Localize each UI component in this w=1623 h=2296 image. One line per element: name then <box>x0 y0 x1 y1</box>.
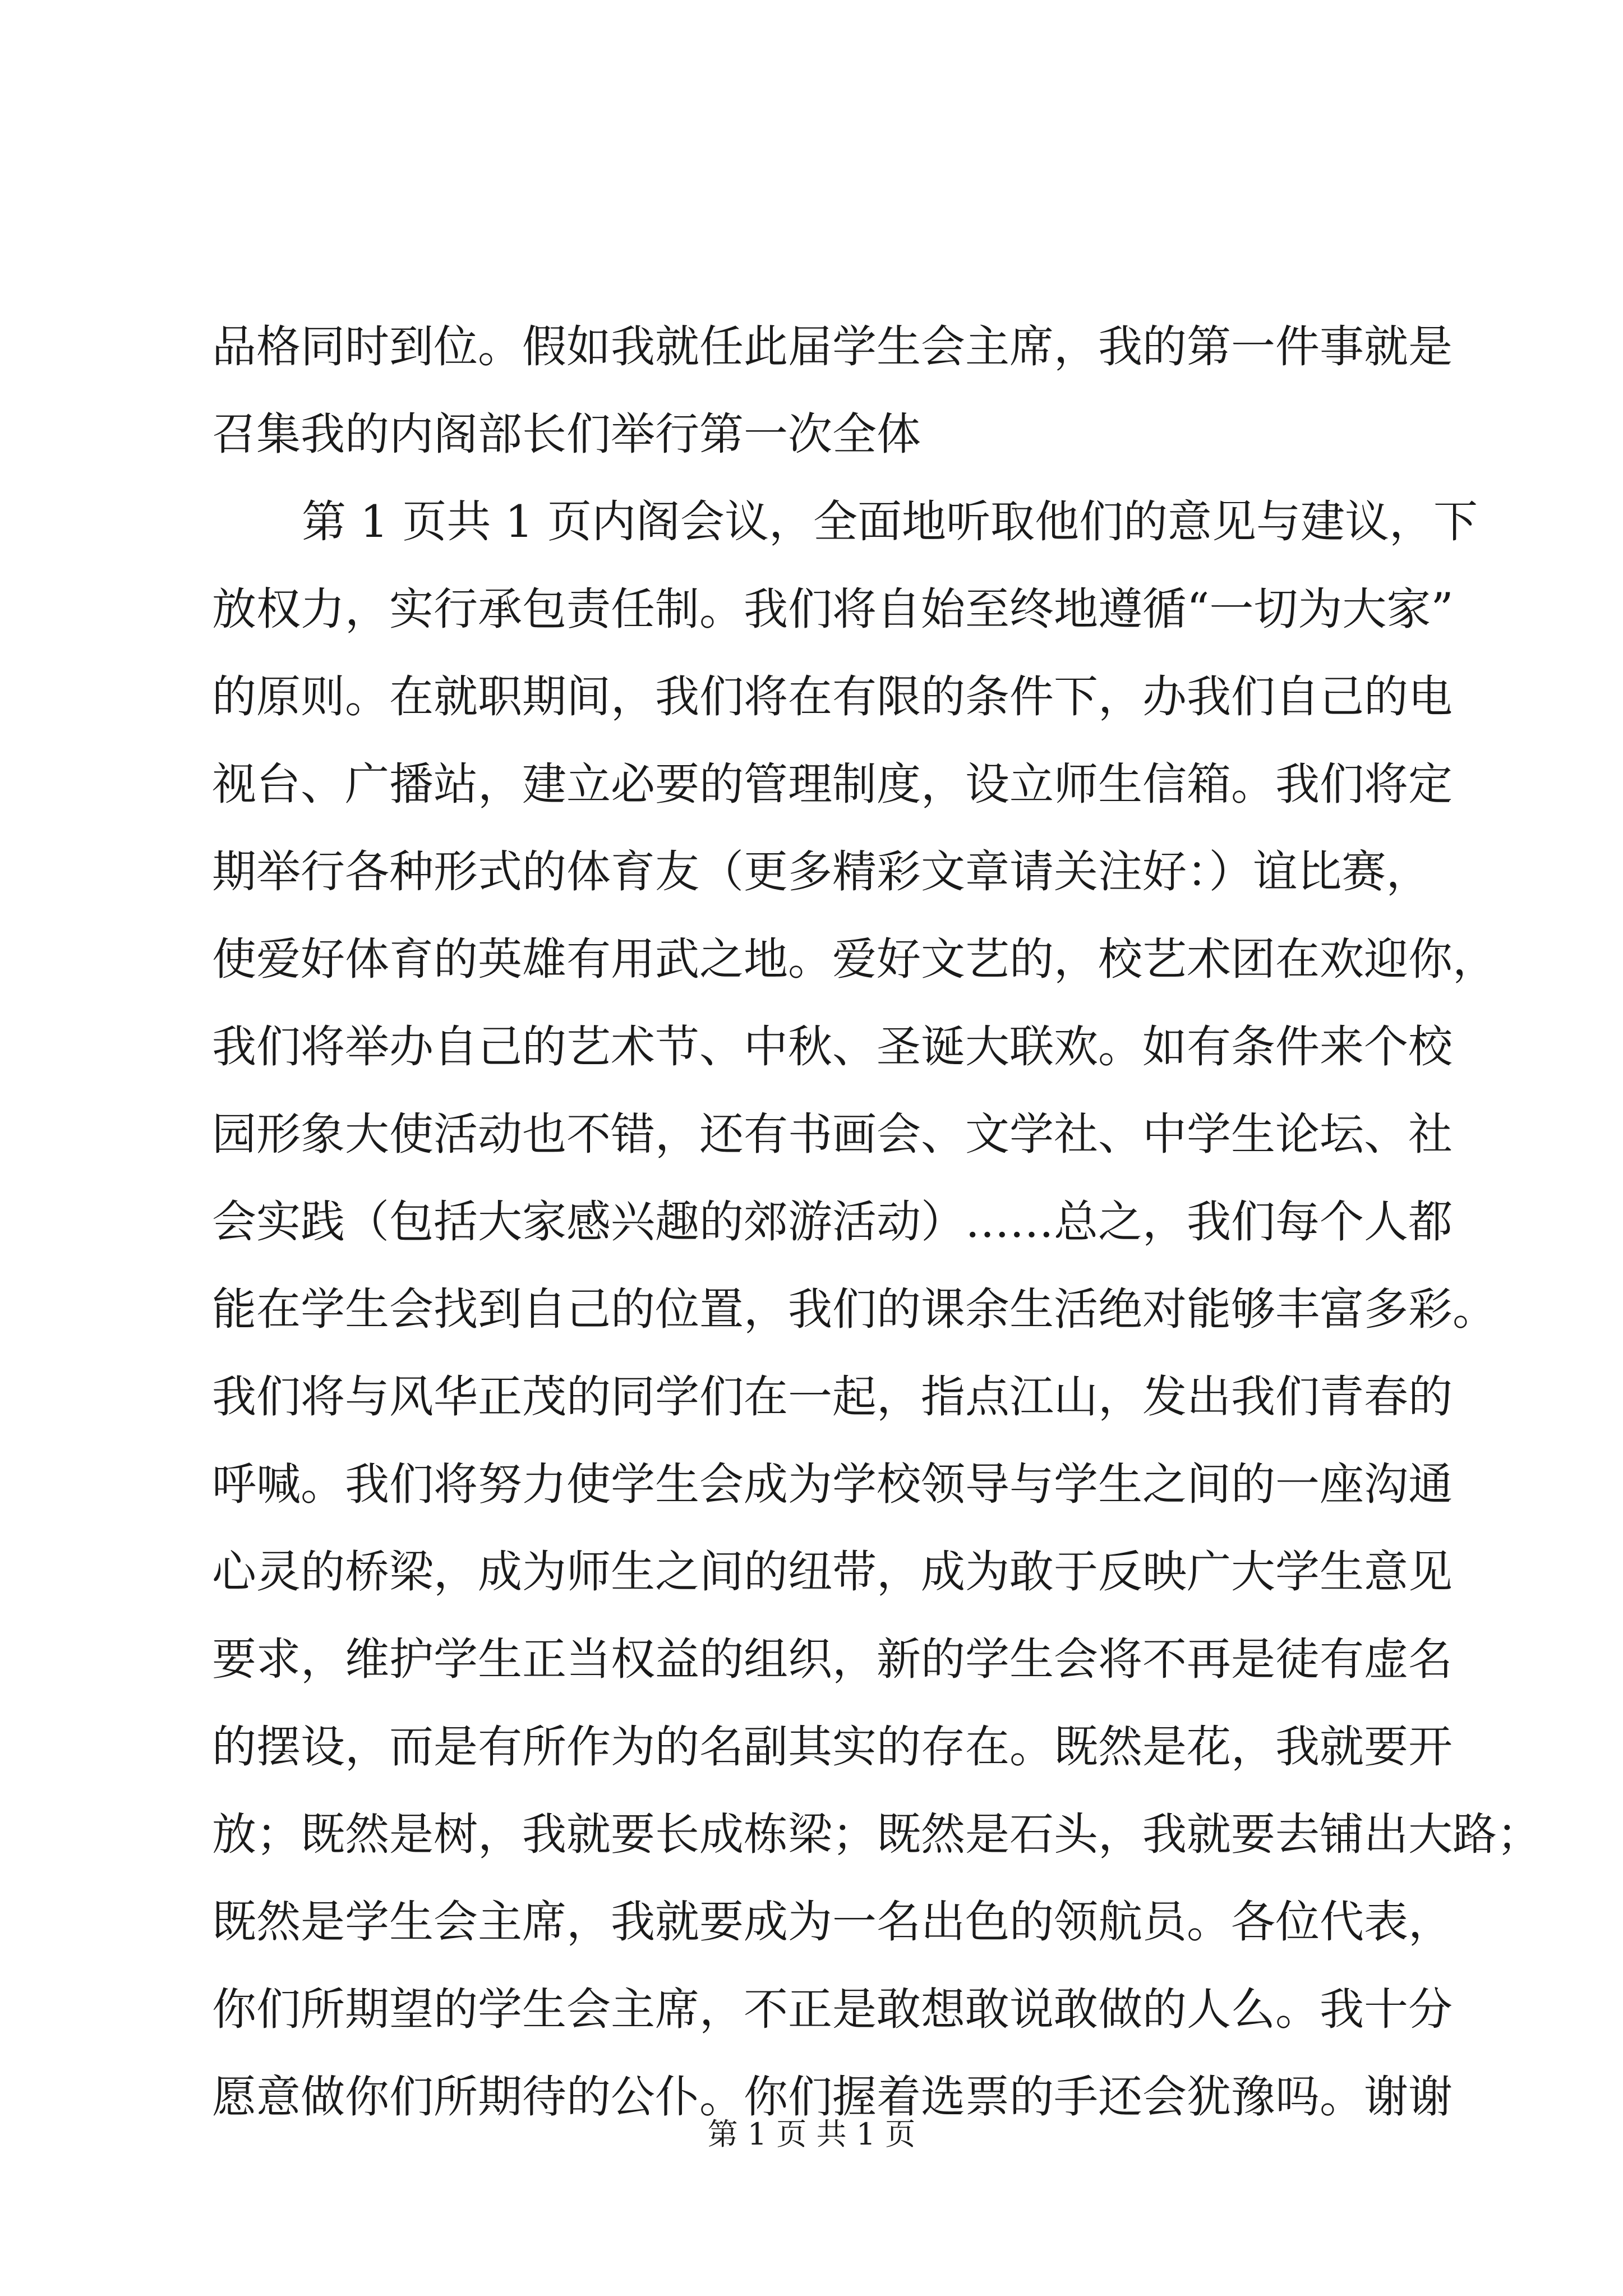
page-footer: 第 1 页 共 1 页 <box>707 2116 916 2152</box>
text-line: 既然是学生会主席，我就要成为一名出色的领航员。各位代表， <box>212 1896 1453 1948</box>
text-line: 能在学生会找到自己的位置，我们的课余生活绝对能够丰富多彩。 <box>212 1283 1497 1335</box>
text-line: 心灵的桥梁，成为师生之间的纽带，成为敢于反映广大学生意见 <box>212 1546 1453 1598</box>
text-line: 视台、广播站，建立必要的管理制度，设立师生信箱。我们将定 <box>212 758 1453 810</box>
text-line: 愿意做你们所期待的公仆。你们握着选票的手还会犹豫吗。谢谢 <box>212 2071 1453 2123</box>
text-line: 要求，维护学生正当权益的组织，新的学生会将不再是徒有虚名 <box>212 1634 1453 1685</box>
text-line: 我们将与风华正茂的同学们在一起，指点江山，发出我们青春的 <box>212 1371 1453 1423</box>
body-text <box>212 303 1541 2141</box>
text-line: 园形象大使活动也不错，还有书画会、文学社、中学生论坛、社 <box>212 1108 1453 1160</box>
text-line: 的原则。在就职期间，我们将在有限的条件下，办我们自己的电 <box>212 671 1453 723</box>
text-line: 会实践（包括大家感兴趣的郊游活动）……总之，我们每个人都 <box>212 1196 1453 1248</box>
text-line: 期举行各种形式的体育友（更多精彩文章请关注好：）谊比赛， <box>212 846 1431 898</box>
text-line: 品格同时到位。假如我就任此届学生会主席，我的第一件事就是 <box>212 321 1453 372</box>
text-line: 的摆设，而是有所作为的名副其实的存在。既然是花，我就要开 <box>212 1721 1453 1773</box>
text-line: 召集我的内阁部长们举行第一次全体 <box>212 408 921 460</box>
text-line: 你们所期望的学生会主席，不正是敢想敢说敢做的人么。我十分 <box>212 1984 1453 2035</box>
text-line: 放权力，实行承包责任制。我们将自始至终地遵循“一切为大家” <box>212 583 1454 635</box>
text-line: 使爱好体育的英雄有用武之地。爱好文艺的，校艺术团在欢迎你， <box>212 933 1497 985</box>
text-line: 第 1 页共 1 页内阁会议，全面地听取他们的意见与建议，下 <box>302 496 1478 547</box>
text-line: 呼喊。我们将努力使学生会成为学校领导与学生之间的一座沟通 <box>212 1458 1453 1510</box>
text-line: 我们将举办自己的艺术节、中秋、圣诞大联欢。如有条件来个校 <box>212 1021 1453 1073</box>
text-line: 放；既然是树，我就要长成栋梁；既然是石头，我就要去铺出大路； <box>212 1809 1541 1860</box>
